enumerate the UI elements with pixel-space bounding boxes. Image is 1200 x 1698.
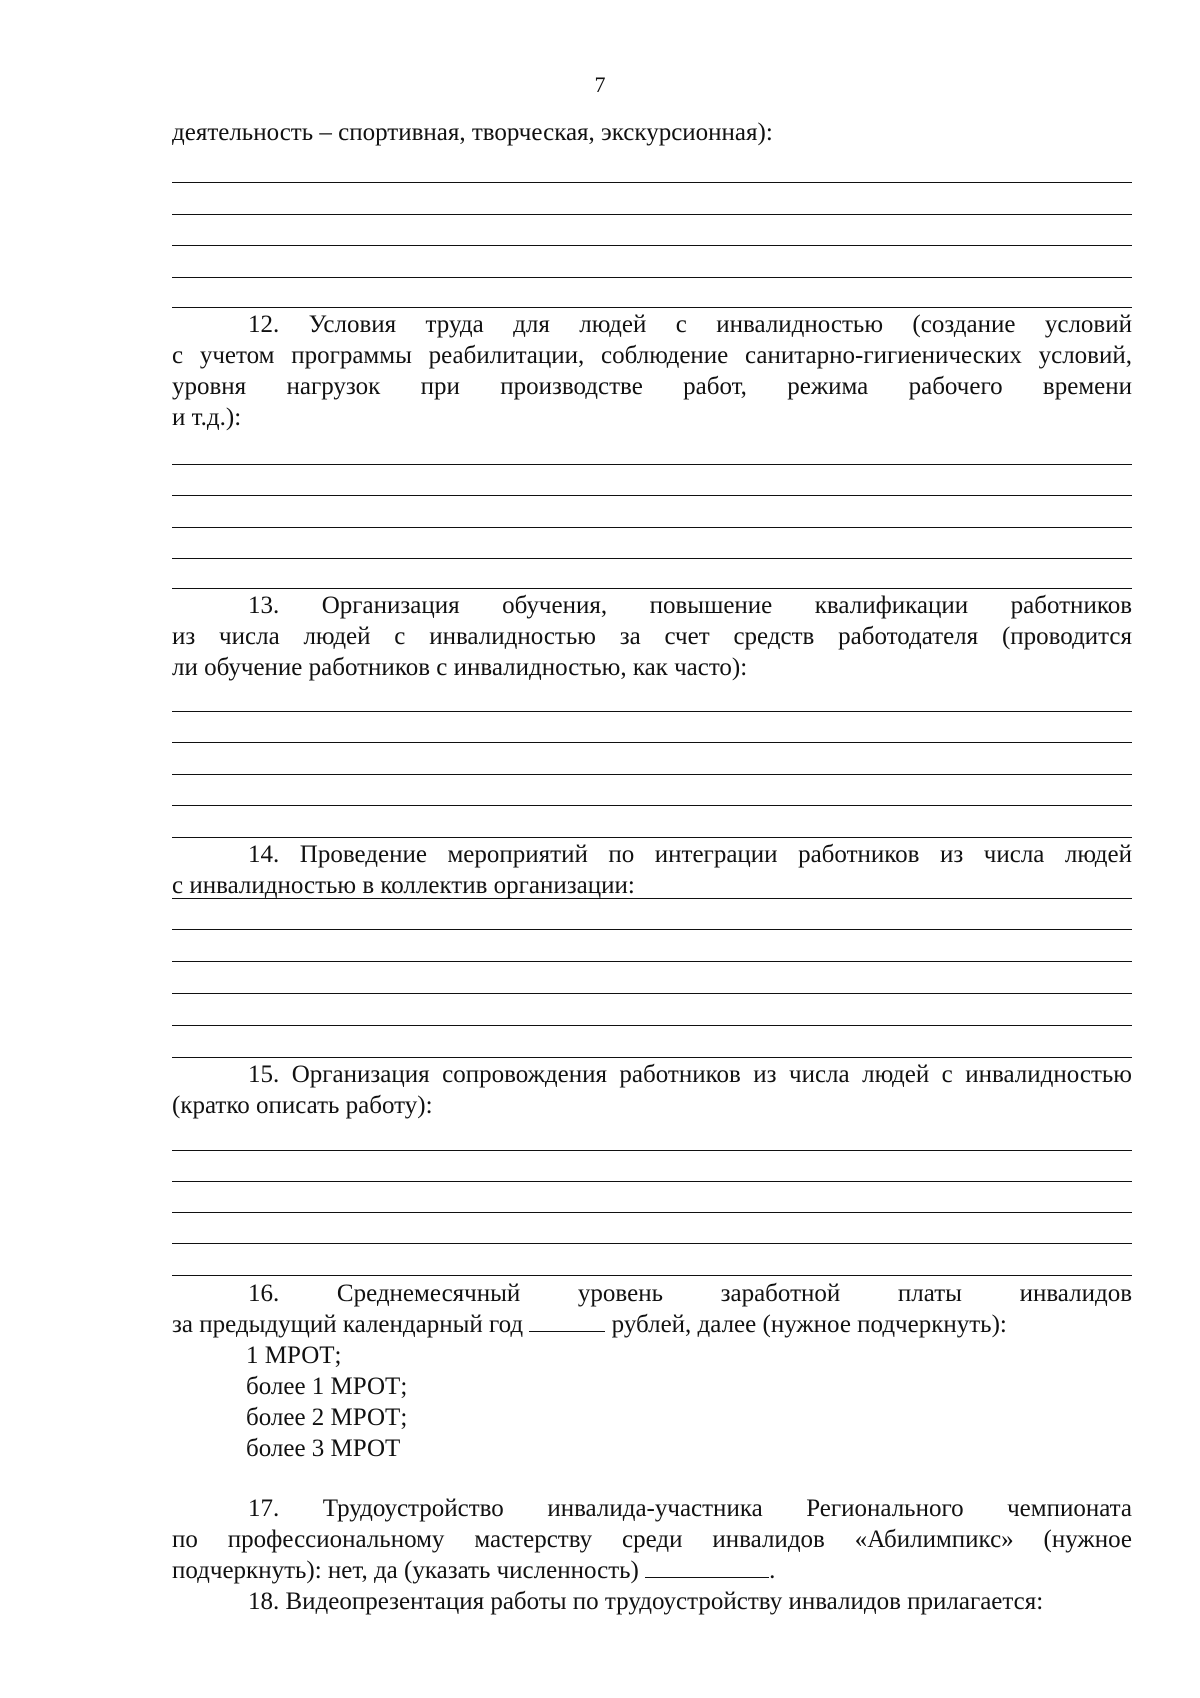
salary-option-1[interactable]: 1 МРОТ; (246, 1342, 342, 1369)
answer-line[interactable] (172, 277, 1132, 278)
page-number: 7 (594, 72, 606, 97)
item-13-line-1: 13. Организация обучения, повышение квалификации работников (248, 592, 1132, 619)
answer-line[interactable] (172, 1243, 1132, 1244)
answer-line[interactable] (172, 588, 1132, 589)
item-16-text-after: рублей, далее (нужное подчеркнуть): (611, 1311, 1007, 1338)
answer-line[interactable] (172, 1150, 1132, 1151)
salary-option-3[interactable]: более 2 МРОТ; (246, 1404, 408, 1431)
answer-line[interactable] (172, 1212, 1132, 1213)
answer-line[interactable] (172, 1025, 1132, 1026)
answer-line[interactable] (172, 961, 1132, 962)
salary-option-2[interactable]: более 1 МРОТ; (246, 1373, 408, 1400)
item-12-line-2: с учетом программы реабилитации, соблюдение санитарно-гигиенических условий, (172, 342, 1132, 369)
headcount-blank[interactable] (645, 1555, 769, 1578)
answer-line[interactable] (172, 993, 1132, 994)
salary-option-4[interactable]: более 3 МРОТ (246, 1435, 401, 1462)
item-15-line-2: (кратко описать работу): (172, 1092, 433, 1119)
answer-line[interactable] (172, 1181, 1132, 1182)
answer-line[interactable] (172, 805, 1132, 806)
salary-blank[interactable] (529, 1309, 605, 1332)
item-17-line-3 (172, 1555, 1132, 1586)
item-12-line-3: уровня нагрузок при производстве работ, режима рабочего времени (172, 373, 1132, 400)
item-17-text-after: . (769, 1557, 776, 1584)
answer-line[interactable] (172, 245, 1132, 246)
answer-line[interactable] (172, 214, 1132, 215)
item-17-line-1: 17. Трудоустройство инвалида-участника Регионального чемпионата (248, 1495, 1132, 1522)
answer-line[interactable] (172, 495, 1132, 496)
answer-line[interactable] (172, 307, 1132, 308)
answer-line[interactable] (172, 527, 1132, 528)
item-16-line-1: 16. Среднемесячный уровень заработной платы инвалидов (248, 1280, 1132, 1307)
item-12-line-4: и т.д.): (172, 404, 242, 431)
answer-line[interactable] (172, 1057, 1132, 1058)
answer-line[interactable] (172, 1275, 1132, 1276)
answer-line[interactable] (172, 711, 1132, 712)
item-18-line-1: 18. Видеопрезентация работы по трудоустройству инвалидов прилагается: (248, 1588, 1044, 1615)
item-16-line-2 (172, 1309, 1132, 1340)
answer-line[interactable] (172, 929, 1132, 930)
answer-line[interactable] (172, 742, 1132, 743)
item-17-text-before: подчеркнуть): нет, да (указать численность) (172, 1557, 639, 1584)
intro-text: деятельность – спортивная, творческая, экскурсионная): (172, 119, 773, 146)
answer-line[interactable] (172, 837, 1132, 838)
item-14-line-1: 14. Проведение мероприятий по интеграции работников из числа людей (248, 841, 1132, 868)
answer-line[interactable] (172, 558, 1132, 559)
answer-line[interactable] (172, 182, 1132, 183)
item-16-text-before: за предыдущий календарный год (172, 1311, 524, 1338)
item-13-line-2: из числа людей с инвалидностью за счет средств работодателя (проводится (172, 623, 1132, 650)
item-12-line-1: 12. Условия труда для людей с инвалидностью (создание условий (248, 311, 1132, 338)
item-17-line-2: по профессиональному мастерству среди инвалидов «Абилимпикс» (нужное (172, 1526, 1132, 1553)
item-15-line-1: 15. Организация сопровождения работников из числа людей с инвалидностью (248, 1061, 1132, 1088)
item-13-line-3: ли обучение работников с инвалидностью, как часто): (172, 654, 748, 681)
item-14-line-2: с инвалидностью в коллектив организации: (172, 872, 635, 899)
answer-line[interactable] (172, 464, 1132, 465)
answer-line[interactable] (172, 898, 1132, 899)
answer-line[interactable] (172, 774, 1132, 775)
